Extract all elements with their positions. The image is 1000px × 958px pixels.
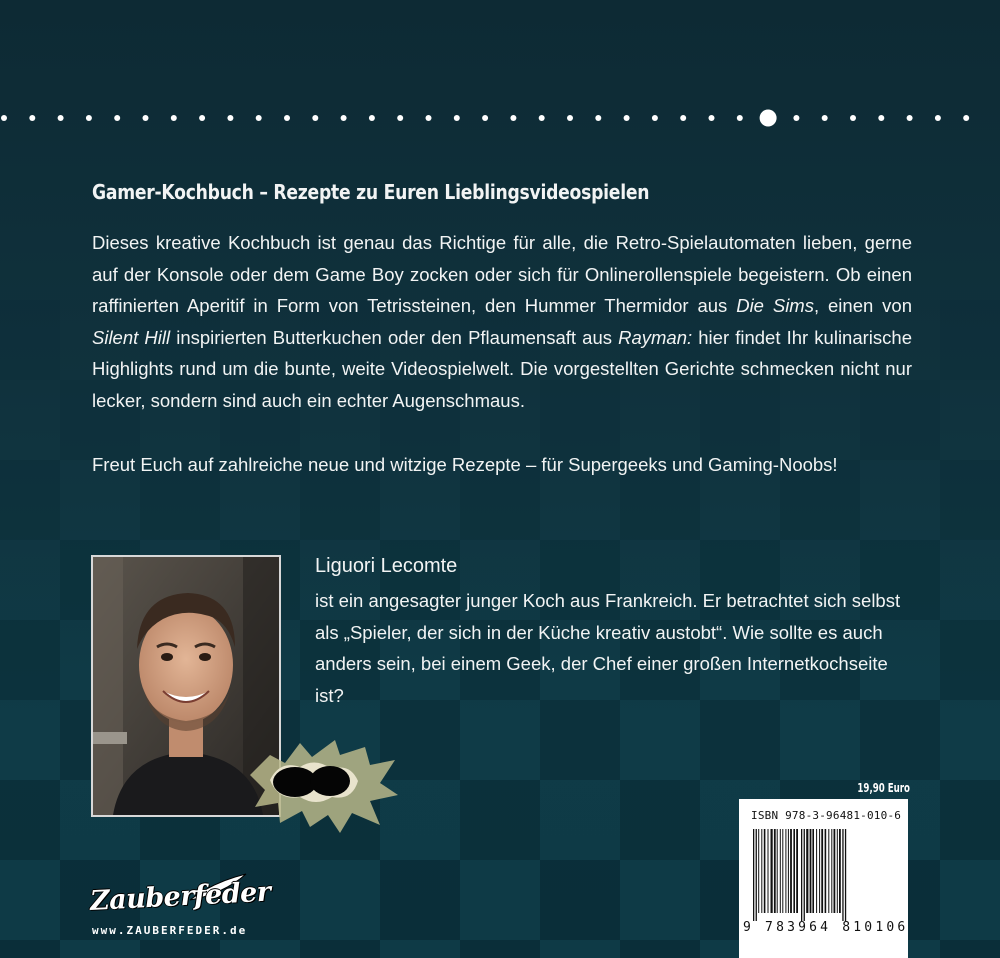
barcode-bar xyxy=(806,829,808,913)
barcode-bar xyxy=(816,829,817,913)
checker-tile xyxy=(0,300,60,380)
game-title-die-sims: Die Sims xyxy=(736,295,814,316)
progress-dot xyxy=(567,115,573,121)
barcode-bar xyxy=(831,829,832,913)
page-progress-dots xyxy=(0,108,1000,128)
game-title-rayman: Rayman: xyxy=(618,326,693,348)
barcode-bar xyxy=(845,829,846,921)
checker-tile xyxy=(300,940,380,958)
checker-tile xyxy=(0,940,60,958)
progress-dot xyxy=(341,115,347,121)
isbn-number: ISBN 978-3-96481-010-6 xyxy=(751,809,902,822)
barcode-bar xyxy=(796,829,798,913)
tagline-text: Freut Euch auf zahlreiche neue und witzige Rezepte – für Supergeeks und Gaming-Noobs! xyxy=(92,454,838,475)
barcode-bar xyxy=(819,829,820,913)
progress-dot xyxy=(114,115,120,121)
checker-tile xyxy=(940,780,1000,860)
game-title-silent-hill: Silent Hill xyxy=(92,326,171,348)
progress-dot xyxy=(284,115,290,121)
barcode-bar xyxy=(825,829,827,913)
progress-dot xyxy=(878,115,884,121)
progress-dot xyxy=(793,115,799,121)
progress-dot xyxy=(850,115,856,121)
bullet-hole-decoration xyxy=(240,735,400,835)
checker-tile xyxy=(860,700,940,780)
checker-tile xyxy=(0,620,60,700)
publisher-logo-text: Zauberfeder xyxy=(89,876,272,917)
checker-tile xyxy=(380,860,460,940)
progress-dot xyxy=(652,115,658,121)
barcode-bar xyxy=(785,829,786,913)
progress-dot xyxy=(143,115,149,121)
progress-dot xyxy=(454,115,460,121)
publisher-logo xyxy=(88,876,272,948)
publisher-url: www.ZAUBERFEDER.de xyxy=(92,924,248,937)
checker-tile xyxy=(620,940,700,958)
checker-tile xyxy=(0,780,60,860)
barcode-bar xyxy=(771,829,773,913)
checker-tile xyxy=(0,460,60,540)
progress-dot xyxy=(935,115,941,121)
progress-dot xyxy=(595,115,601,121)
checker-tile xyxy=(940,300,1000,380)
checker-tile xyxy=(460,780,540,860)
description-text-2: , einen von xyxy=(813,295,912,316)
barcode-bar xyxy=(810,829,812,913)
checker-tile xyxy=(540,700,620,780)
barcode-bar xyxy=(758,829,759,913)
barcode-bar xyxy=(828,829,829,913)
progress-dot xyxy=(680,115,686,121)
progress-dot xyxy=(822,115,828,121)
checker-tile xyxy=(460,940,540,958)
checker-tile xyxy=(620,780,700,860)
checker-tile xyxy=(940,460,1000,540)
description-text-4: hier findet Ihr kulinarische Highlights rund um die bunte, weite Videospielwelt. Die vorgestellten Gerichte schmecken nicht nur lecker, sondern sind auch ein echter Augenschmaus. xyxy=(92,326,912,411)
author-name: Liguori Lecomte xyxy=(315,555,458,577)
progress-dot xyxy=(29,115,35,121)
book-title-heading: Gamer-Kochbuch – Rezepte zu Euren Lieblingsvideospielen xyxy=(92,180,650,204)
barcode-bar xyxy=(839,829,841,913)
progress-dot-active xyxy=(760,110,777,127)
progress-dot xyxy=(369,115,375,121)
barcode-bar xyxy=(774,829,776,913)
barcode-bar xyxy=(780,829,781,913)
barcode-bar xyxy=(790,829,792,913)
progress-dot xyxy=(171,115,177,121)
description-text-3: inspirierten Butterkuchen oder den Pflaumensaft aus xyxy=(170,326,619,348)
progress-dot xyxy=(58,115,64,121)
progress-dot xyxy=(510,115,516,121)
progress-dot xyxy=(426,115,432,121)
progress-dot xyxy=(397,115,403,121)
barcode-bar xyxy=(804,829,805,921)
progress-dot xyxy=(256,115,262,121)
barcode-bar xyxy=(793,829,795,913)
checker-tile xyxy=(700,700,780,780)
barcode-bar xyxy=(812,829,814,913)
barcode-bar xyxy=(788,829,789,913)
barcode-bar xyxy=(761,829,762,913)
price-label: 19,90 Euro xyxy=(857,781,910,795)
barcode-bar xyxy=(777,829,778,913)
checker-tile xyxy=(940,620,1000,700)
progress-dot xyxy=(312,115,318,121)
barcode-bar xyxy=(753,829,754,921)
progress-dot xyxy=(539,115,545,121)
barcode-bar xyxy=(782,829,783,913)
checker-tile xyxy=(940,940,1000,958)
barcode-bar xyxy=(768,829,769,913)
barcode-bars xyxy=(753,829,895,921)
progress-dot xyxy=(907,115,913,121)
barcode-bar xyxy=(842,829,843,921)
barcode-bar xyxy=(756,829,757,921)
barcode-bar xyxy=(801,829,802,921)
barcode-panel xyxy=(739,799,908,958)
barcode-bar xyxy=(764,829,766,913)
progress-dot xyxy=(624,115,630,121)
progress-dot xyxy=(86,115,92,121)
progress-dot xyxy=(963,115,969,121)
checker-tile xyxy=(540,860,620,940)
barcode-bar xyxy=(837,829,838,913)
description-paragraph xyxy=(92,227,912,416)
description-text-1: Dieses kreative Kochbuch ist genau das Richtige für alle, die Retro-Spielautomaten lieben, gerne auf der Konsole oder dem Game Boy zocken oder sich für Onlinerollenspiele begeistern. Ob einen raffinierten Aperitif in Form von Tetrissteinen, den Hummer Thermidor aus xyxy=(92,232,912,316)
progress-dot xyxy=(737,115,743,121)
progress-dot xyxy=(1,115,7,121)
progress-dot xyxy=(199,115,205,121)
barcode-bar xyxy=(834,829,836,913)
ean-number: 9 783964 810106 xyxy=(743,920,909,935)
barcode-bar xyxy=(821,829,823,913)
progress-dot xyxy=(709,115,715,121)
progress-dot xyxy=(227,115,233,121)
author-bio: ist ein angesagter junger Koch aus Frankreich. Er betrachtet sich selbst als „Spieler, der sich in der Küche kreativ austobt“. Wie sollte es auch anders sein, bei einem Geek, der Chef einer großen Internetkochseite ist? xyxy=(315,590,901,706)
progress-dot xyxy=(482,115,488,121)
